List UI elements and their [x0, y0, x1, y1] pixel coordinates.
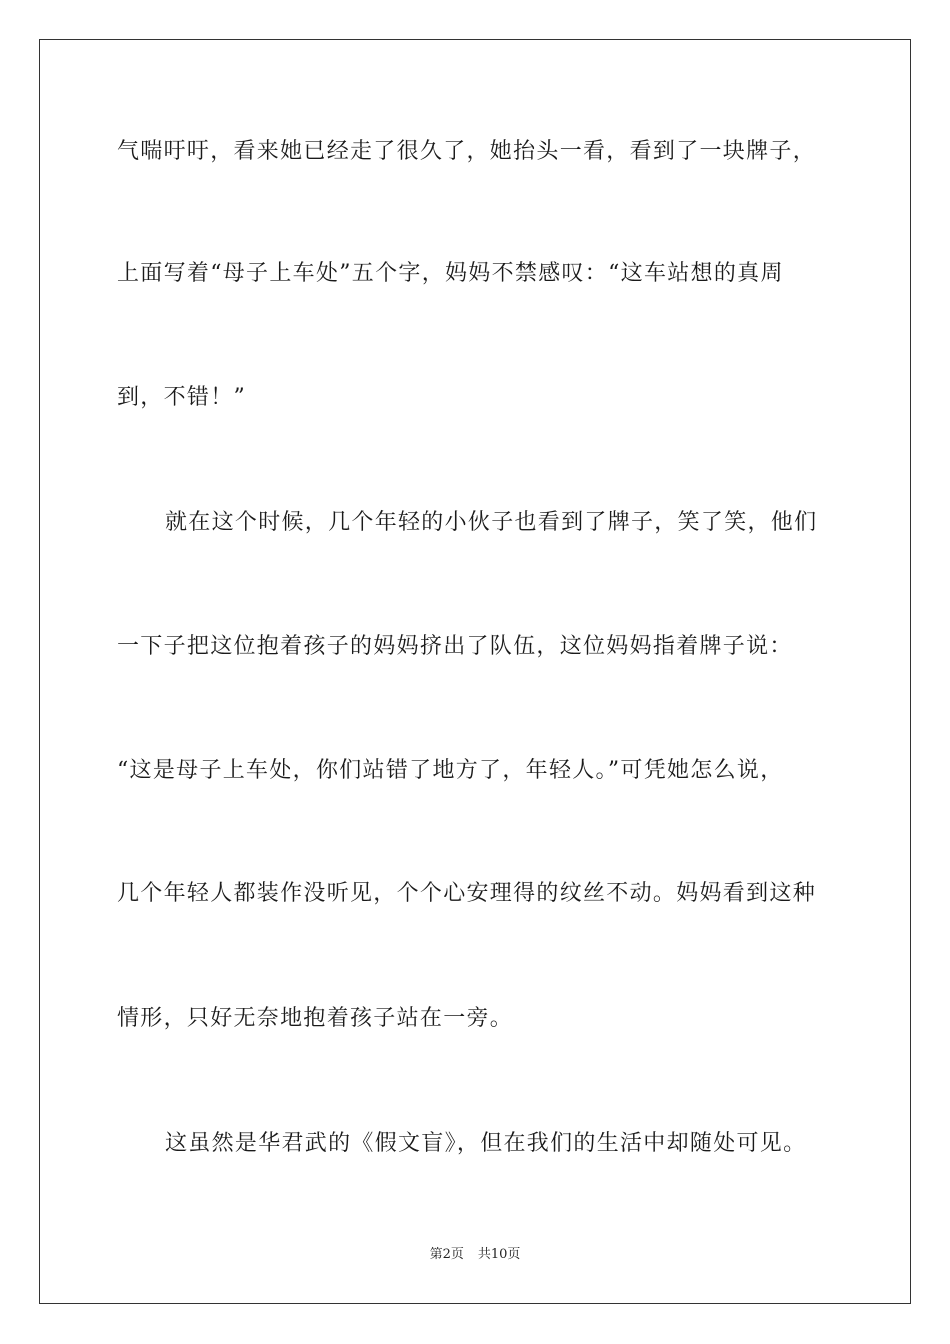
text-line-6: “这是母子上车处，你们站错了地方了，年轻人。”可凭她怎么说，: [117, 758, 784, 783]
page-number: 第2页: [429, 1247, 464, 1262]
text-line-9: 这虽然是华君武的《假文盲》，但在我们的生活中却随处可见。: [165, 1131, 807, 1156]
page-footer: [0, 1246, 950, 1264]
text-line-7: 几个年轻人都装作没听见，个个心安理得的纹丝不动。妈妈看到这种: [117, 881, 817, 906]
text-line-2: 上面写着“母子上车处”五个字，妈妈不禁感叹：“这车站想的真周: [117, 261, 784, 286]
page-total: 共10页: [477, 1247, 521, 1262]
text-line-4: 就在这个时候，几个年轻的小伙子也看到了牌子，笑了笑，他们: [165, 510, 818, 535]
text-line-5: 一下子把这位抱着孩子的妈妈挤出了队伍，这位妈妈指着牌子说：: [117, 634, 793, 659]
page-border: [39, 39, 911, 1304]
text-line-1: 气喘吁吁，看来她已经走了很久了，她抬头一看，看到了一块牌子，: [117, 139, 817, 164]
text-line-8: 情形，只好无奈地抱着孩子站在一旁。: [117, 1006, 514, 1031]
text-line-3: 到，不错！”: [117, 385, 247, 410]
